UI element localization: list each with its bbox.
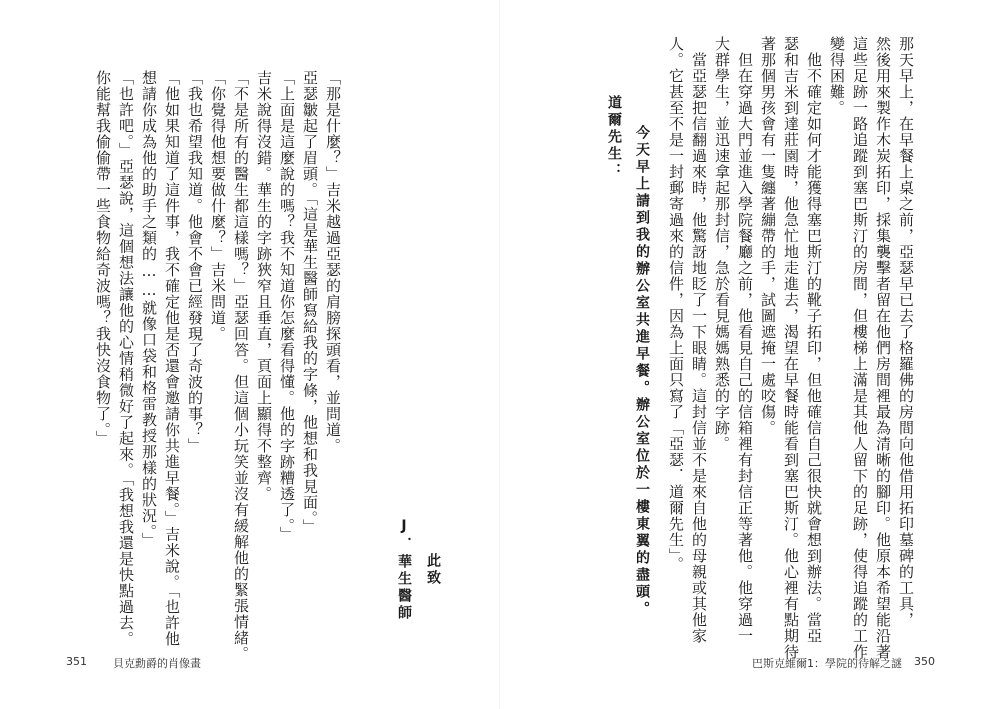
text-line: 亞瑟皺起了眉頭。「這是華生醫師寫給我的字條，他想和我見面。」	[301, 70, 319, 535]
text-line: 你能幫我偷偷帶一些食物給奇波嗎？我快沒食物了。」	[94, 70, 112, 447]
text-line: 「也許吧。」亞瑟說，這個想法讓他的心情稍微好了起來。「我想我還是快點過去。	[117, 70, 135, 647]
left-body-text	[91, 70, 344, 662]
letter-signature: J．華生醫師	[396, 518, 412, 622]
letter-closing: 此致	[425, 553, 441, 587]
page-number: 350	[914, 655, 935, 668]
text-line: 「你覺得他想要做什麼？」吉米問道。	[209, 70, 227, 342]
text-line: 他不確定如何才能獲得塞巴斯汀的靴子拓印，但他確信自己很快就會想到辦法。當亞	[805, 36, 823, 644]
text-line: 「他如果知道了這件事，我不確定他是否還會邀請你共進早餐。」吉米說。「也許他	[163, 70, 181, 647]
text-line: 這些足跡一路追蹤到塞巴斯汀的房間，但樓梯上滿是其他人留下的足跡，使得追蹤的工作	[851, 36, 869, 660]
right-page	[500, 0, 1000, 709]
text-line: 大群學生，並迅速拿起那封信，急於看見媽媽熟悉的字跡。	[713, 36, 731, 452]
text-line: 瑟和吉米到達莊園時，他急忙地走進去，渴望在早餐時能看到塞巴斯汀。他心裡有點期待	[782, 36, 800, 660]
text-line: 變得困難。	[828, 36, 846, 116]
text-line: 「上面是這麼說的嗎？我不知道你怎麼看得懂。他的字跡糟透了。」	[278, 70, 296, 543]
text-line: 「我也希望我知道。他會不會已經發現了奇波的事？」	[186, 70, 204, 454]
text-line: 想請你成為他的助手之類的……就像口袋和格雷教授那樣的狀況。」	[140, 70, 158, 549]
text-line: 當亞瑟把信翻過來時，他驚訝地眨了一下眼睛。這封信並不是來自他的母親或其他家	[690, 36, 708, 644]
page-number: 351	[66, 655, 87, 668]
text-line: 那天早上，在早餐上桌之前，亞瑟早已去了格羅佛的房間向他借用拓印墓碑的工具，	[897, 36, 915, 628]
text-line: 「不是所有的醫生都這樣嗎？」亞瑟回答。但這個小玩笑並沒有緩解他的緊張情緒。	[232, 70, 250, 662]
text-line: 著那個男孩會有一隻纏著繃帶的手，試圖遮掩一處咬傷。	[759, 36, 777, 436]
text-line: 然後用來製作木炭拓印，採集襲擊者留在他們房間裡最為清晰的腳印。他原本希望能沿著	[874, 36, 892, 660]
letter-body: 今天早上請到我的辦公室共進早餐。辦公室位於一樓東翼的盡頭。	[634, 125, 650, 618]
right-body-text	[664, 36, 917, 660]
text-line: 「那是什麼？」吉米越過亞瑟的肩膀探頭看，並問道。	[324, 70, 342, 454]
page-header: 貝克勳爵的肖像畫	[113, 657, 201, 670]
letter-salutation: 道爾先生：	[606, 95, 622, 180]
text-line: 人。它甚至不是一封郵寄過來的信件，因為上面只寫了「亞瑟．道爾先生」。	[667, 36, 685, 573]
text-line: 但在穿過大門並進入學院餐廳之前，他看見自己的信箱裡有封信正等著他。他穿過一	[736, 36, 754, 644]
page-header: 巴斯克維爾1：學院的待解之謎	[752, 657, 902, 670]
text-line: 吉米說得沒錯。華生的字跡狹窄且垂直，頁面上顯得不整齊。	[255, 70, 273, 502]
